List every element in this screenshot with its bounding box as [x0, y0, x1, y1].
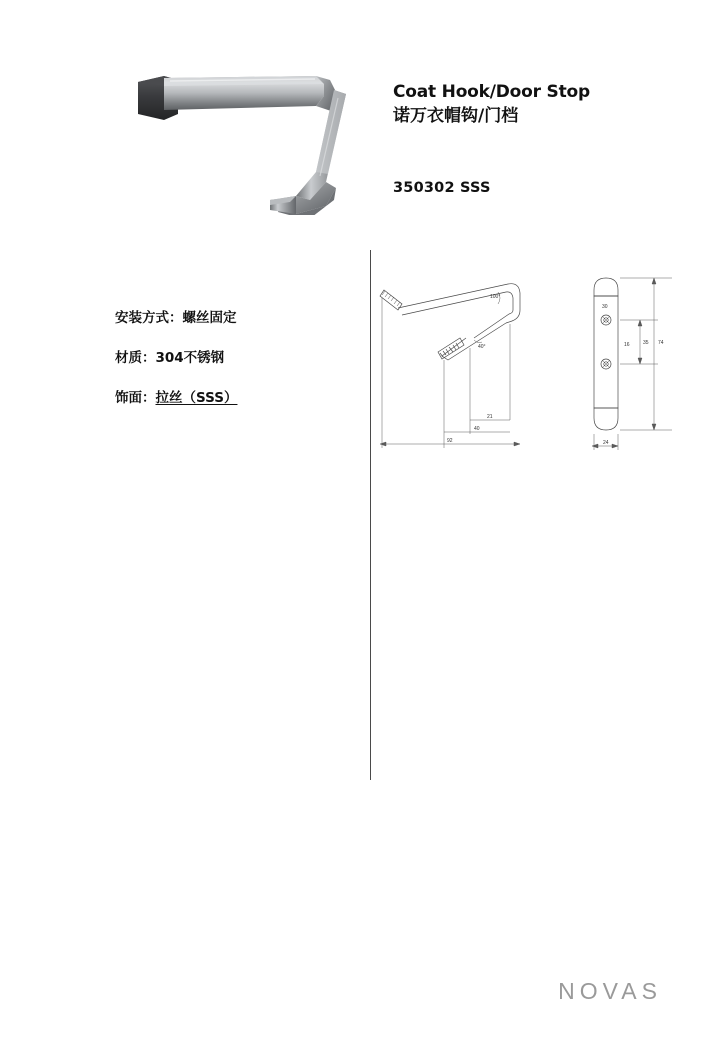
svg-text:24: 24 — [603, 440, 609, 446]
vertical-divider — [370, 250, 371, 780]
spec-label-finish: 饰面： — [115, 390, 156, 406]
svg-text:40°: 40° — [478, 344, 486, 350]
spec-value-material: 304不锈钢 — [155, 350, 225, 366]
svg-text:92: 92 — [447, 438, 453, 444]
svg-text:21: 21 — [487, 414, 493, 420]
spec-row-finish — [115, 386, 345, 406]
svg-text:74: 74 — [658, 340, 664, 346]
product-title-en: Coat Hook/Door Stop — [393, 82, 590, 102]
svg-text:40: 40 — [474, 426, 480, 432]
spec-value-finish: 拉丝（SSS） — [155, 390, 238, 406]
spec-list — [115, 306, 345, 426]
svg-text:100°: 100° — [490, 294, 501, 300]
spec-value-installation: 螺丝固定 — [182, 310, 237, 326]
svg-text:16: 16 — [624, 342, 630, 348]
side-view-technical-drawing — [378, 268, 538, 458]
spec-label-installation: 安装方式： — [115, 310, 183, 326]
svg-text:35: 35 — [643, 340, 649, 346]
product-title-block — [393, 82, 693, 127]
svg-text:30: 30 — [602, 304, 608, 310]
product-model-code: 350302 SSS — [393, 180, 491, 196]
spec-label-material: 材质： — [115, 350, 156, 366]
front-view-technical-drawing — [580, 268, 700, 458]
spec-row-installation — [115, 306, 345, 326]
product-photo — [120, 50, 370, 215]
brand-logo: NOVAS — [558, 978, 662, 1004]
product-title-cn: 诺万衣帽钩/门档 — [393, 106, 519, 127]
spec-row-material — [115, 346, 345, 366]
